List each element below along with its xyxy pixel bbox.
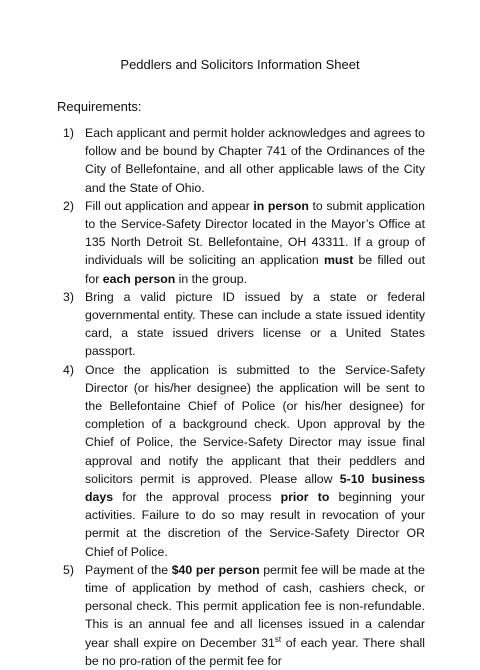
requirement-number: 1) bbox=[63, 126, 74, 140]
requirement-number: 4) bbox=[63, 362, 74, 377]
requirement-number: 3) bbox=[63, 289, 74, 304]
emphasized-text: 5-10 business days bbox=[85, 471, 425, 505]
requirement-item bbox=[63, 361, 425, 561]
requirement-text-segment: Bring a valid picture ID issued by a state or federal governmental entity. These can include a state issued identity card, a state issued drivers license or a United States passport. bbox=[85, 289, 425, 359]
requirements-heading: Requirements: bbox=[57, 99, 142, 114]
emphasized-text: in person bbox=[253, 198, 309, 213]
requirement-text-segment: beginning your activities. Failure to do so may result in revocation of your permit at the discretion of the Service-Safety Director OR Chief of Police. bbox=[85, 490, 425, 559]
requirement-text-segment: Each applicant and permit holder acknowledges and agrees to follow and be bound by Chapter 741 of the Ordinances of the City of Bellefontaine, and all other applicable laws of the City and the State of Ohio. bbox=[85, 126, 425, 195]
requirement-item bbox=[63, 288, 425, 361]
requirement-number: 2) bbox=[63, 198, 74, 213]
emphasized-text: each person bbox=[102, 271, 176, 286]
emphasized-text: prior to bbox=[280, 490, 330, 505]
requirements-list bbox=[63, 124, 425, 670]
requirement-number: 5) bbox=[63, 562, 74, 577]
requirement-text-segment: Fill out application and appear bbox=[85, 198, 254, 213]
superscript-text: st bbox=[274, 634, 282, 644]
requirement-item bbox=[63, 197, 425, 288]
requirement-text-segment: for the approval process bbox=[113, 490, 281, 505]
requirement-text-segment: permit fee will be made at the time of application by method of cash, cashiers check, or personal check. This permit application fee is non-refundable. This is an annual fee and all licenses issued in a calendar year shall expire on December 31 bbox=[85, 562, 425, 650]
requirement-text bbox=[85, 290, 425, 359]
requirement-text-segment: of each year. There shall be no pro-ration of the permit fee for bbox=[85, 635, 425, 668]
requirement-text-segment: Payment of the bbox=[85, 562, 172, 577]
emphasized-text: must bbox=[323, 253, 354, 268]
requirement-text bbox=[85, 363, 425, 559]
requirement-text-segment: in the group. bbox=[175, 271, 248, 286]
document-title: Peddlers and Solicitors Information Sheet bbox=[120, 57, 360, 72]
requirement-text bbox=[85, 199, 425, 286]
requirement-text bbox=[85, 126, 425, 195]
requirement-item bbox=[63, 124, 425, 197]
requirement-item bbox=[63, 561, 425, 670]
emphasized-text: $40 per person bbox=[171, 562, 260, 577]
requirement-text-segment: to submit application to the Service-Safety Director located in the Mayor’s Office at 135 North Detroit St. Bellefontaine, OH 43311. If a group of individuals will be soliciting an application bbox=[85, 198, 425, 268]
requirement-text-segment: be filled out for bbox=[85, 253, 425, 286]
requirement-text bbox=[85, 563, 425, 668]
requirement-text-segment: Once the application is submitted to the Service-Safety Director (or his/her designee) the application will be sent to the Bellefontaine Chief of Police (or his/her designee) for completion of a background check. Upon approval by the Chief of Police, the Service-Safety Director may issue final approval and notify the applicant that their peddlers and solicitors permit is approved. Please allow bbox=[85, 362, 425, 486]
